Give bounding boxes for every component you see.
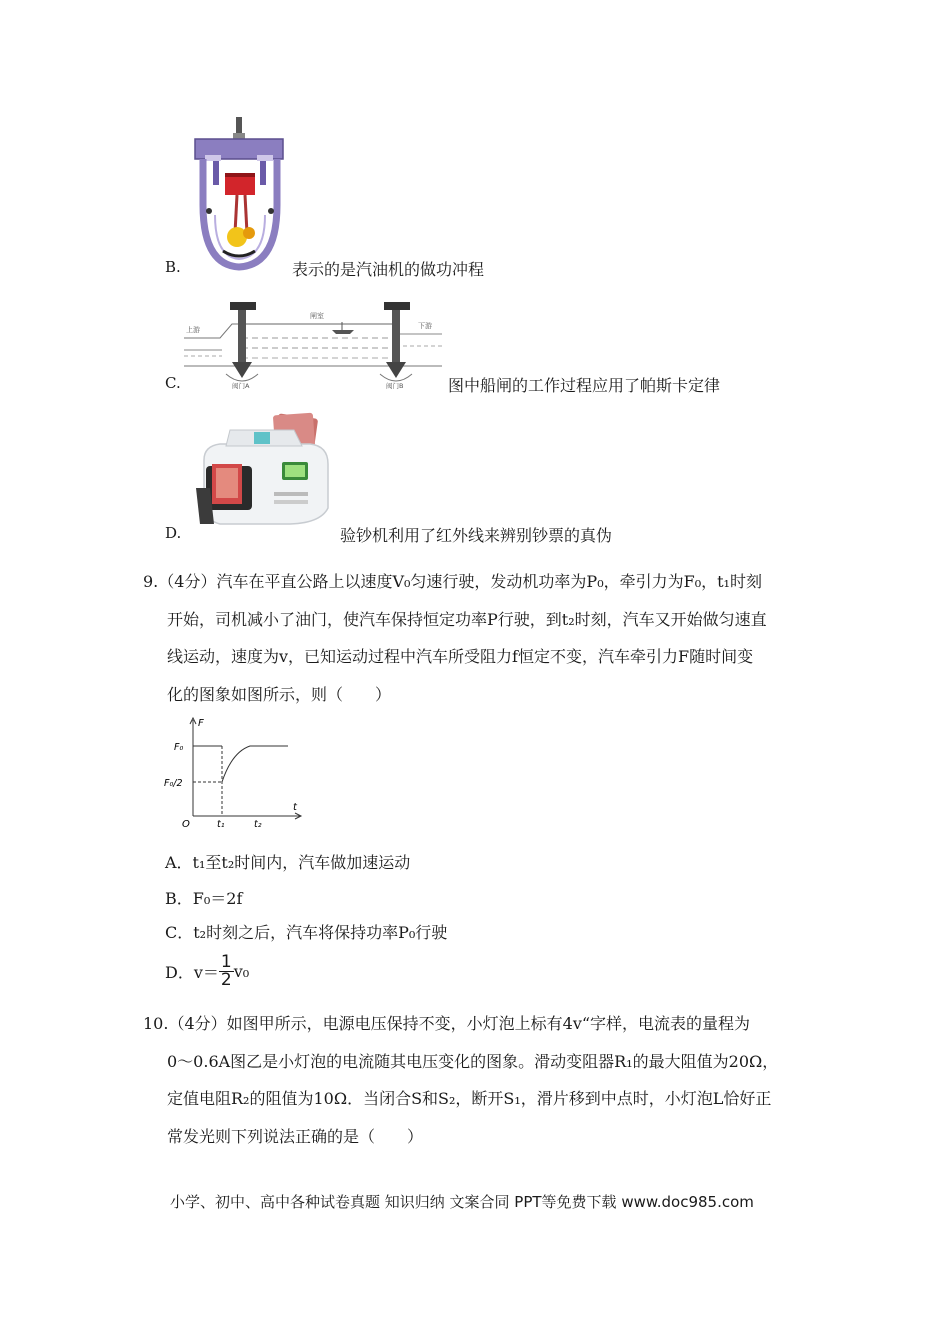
q9-line-4: 化的图象如图所示，则（ ） [167, 684, 392, 704]
x-axis-label: t [293, 802, 297, 813]
valve-b-label: 阀门B [386, 382, 404, 390]
q9-choice-d [165, 954, 249, 989]
page-footer: 小学、初中、高中各种试卷真题 知识归纳 文案合同 PPT等免费下载 www.doc985.com [170, 1193, 754, 1211]
fraction-numerator: 1 [220, 952, 232, 972]
q9-choice-d-prefix: D．v＝ [165, 963, 219, 982]
q9-choice-d-fraction [219, 954, 234, 989]
valve-a-label: 阀门A [232, 382, 250, 390]
lock-chamber-label: 闸室 [310, 312, 324, 320]
q10-score: （4分） [168, 1014, 227, 1033]
fraction-denominator: 2 [220, 970, 232, 990]
y-tick-f0: F₀ [174, 742, 184, 753]
downstream-label: 下游 [418, 322, 432, 330]
q10-line-2: 0～0.6A图乙是小灯泡的电流随其电压变化的图象。滑动变阻器R₁的最大阻值为20Ω， [167, 1051, 779, 1071]
q9-choice-c: C．t₂时刻之后，汽车将保持功率P₀行驶 [165, 923, 448, 942]
q9-number: 9. [143, 572, 159, 591]
q9-choice-a: A．t₁至t₂时间内，汽车做加速运动 [165, 853, 411, 872]
option-b-text: 表示的是汽油机的做功冲程 [292, 260, 485, 279]
q9-score: （4分） [158, 572, 217, 591]
force-time-chart [160, 712, 310, 832]
x-tick-t1: t₁ [217, 819, 225, 830]
q10-line-3: 定值电阻R₂的阻值为10Ω．当闭合S和S₂，断开S₁，滑片移到中点时，小灯泡L恰好正 [167, 1089, 772, 1108]
q9-line-2: 开始，司机减小了油门，使汽车保持恒定功率P行驶，到t₂时刻，汽车又开始做匀速直 [167, 609, 767, 629]
question-10 [143, 1005, 823, 1155]
y-tick-half-f0: F₀/2 [164, 778, 183, 789]
y-axis-label: F [198, 718, 204, 729]
x-tick-t2: t₂ [254, 819, 262, 830]
ship-lock-figure [182, 294, 444, 390]
q9-choice-b: B．F₀＝2f [165, 889, 243, 908]
option-c-label: C. [165, 374, 181, 392]
option-b-label: B. [165, 258, 181, 276]
option-d-label: D. [165, 524, 182, 542]
origin-label: O [182, 819, 190, 830]
q9-line-1: 汽车在平直公路上以速度V₀匀速行驶，发动机功率为P₀，牵引力为F₀，t₁时刻 [216, 572, 762, 591]
gasoline-engine-figure [185, 115, 290, 275]
option-d-text: 验钞机利用了红外线来辨别钞票的真伪 [340, 526, 613, 545]
q10-line-1: 如图甲所示，电源电压保持不变，小灯泡上标有4v“字样，电流表的量程为 [226, 1014, 751, 1033]
q10-number: 10. [143, 1014, 169, 1033]
money-detector-figure [190, 408, 340, 530]
question-9 [143, 563, 823, 713]
q9-line-3: 线运动，速度为v，已知运动过程中汽车所受阻力f恒定不变，汽车牵引力F随时间变 [167, 647, 754, 666]
q9-choice-d-suffix: v₀ [233, 962, 250, 981]
option-c-text: 图中船闸的工作过程应用了帕斯卡定律 [448, 376, 721, 395]
upstream-label: 上游 [186, 326, 200, 334]
q10-line-4: 常发光则下列说法正确的是（ ） [167, 1126, 424, 1146]
force-curve [222, 746, 288, 782]
